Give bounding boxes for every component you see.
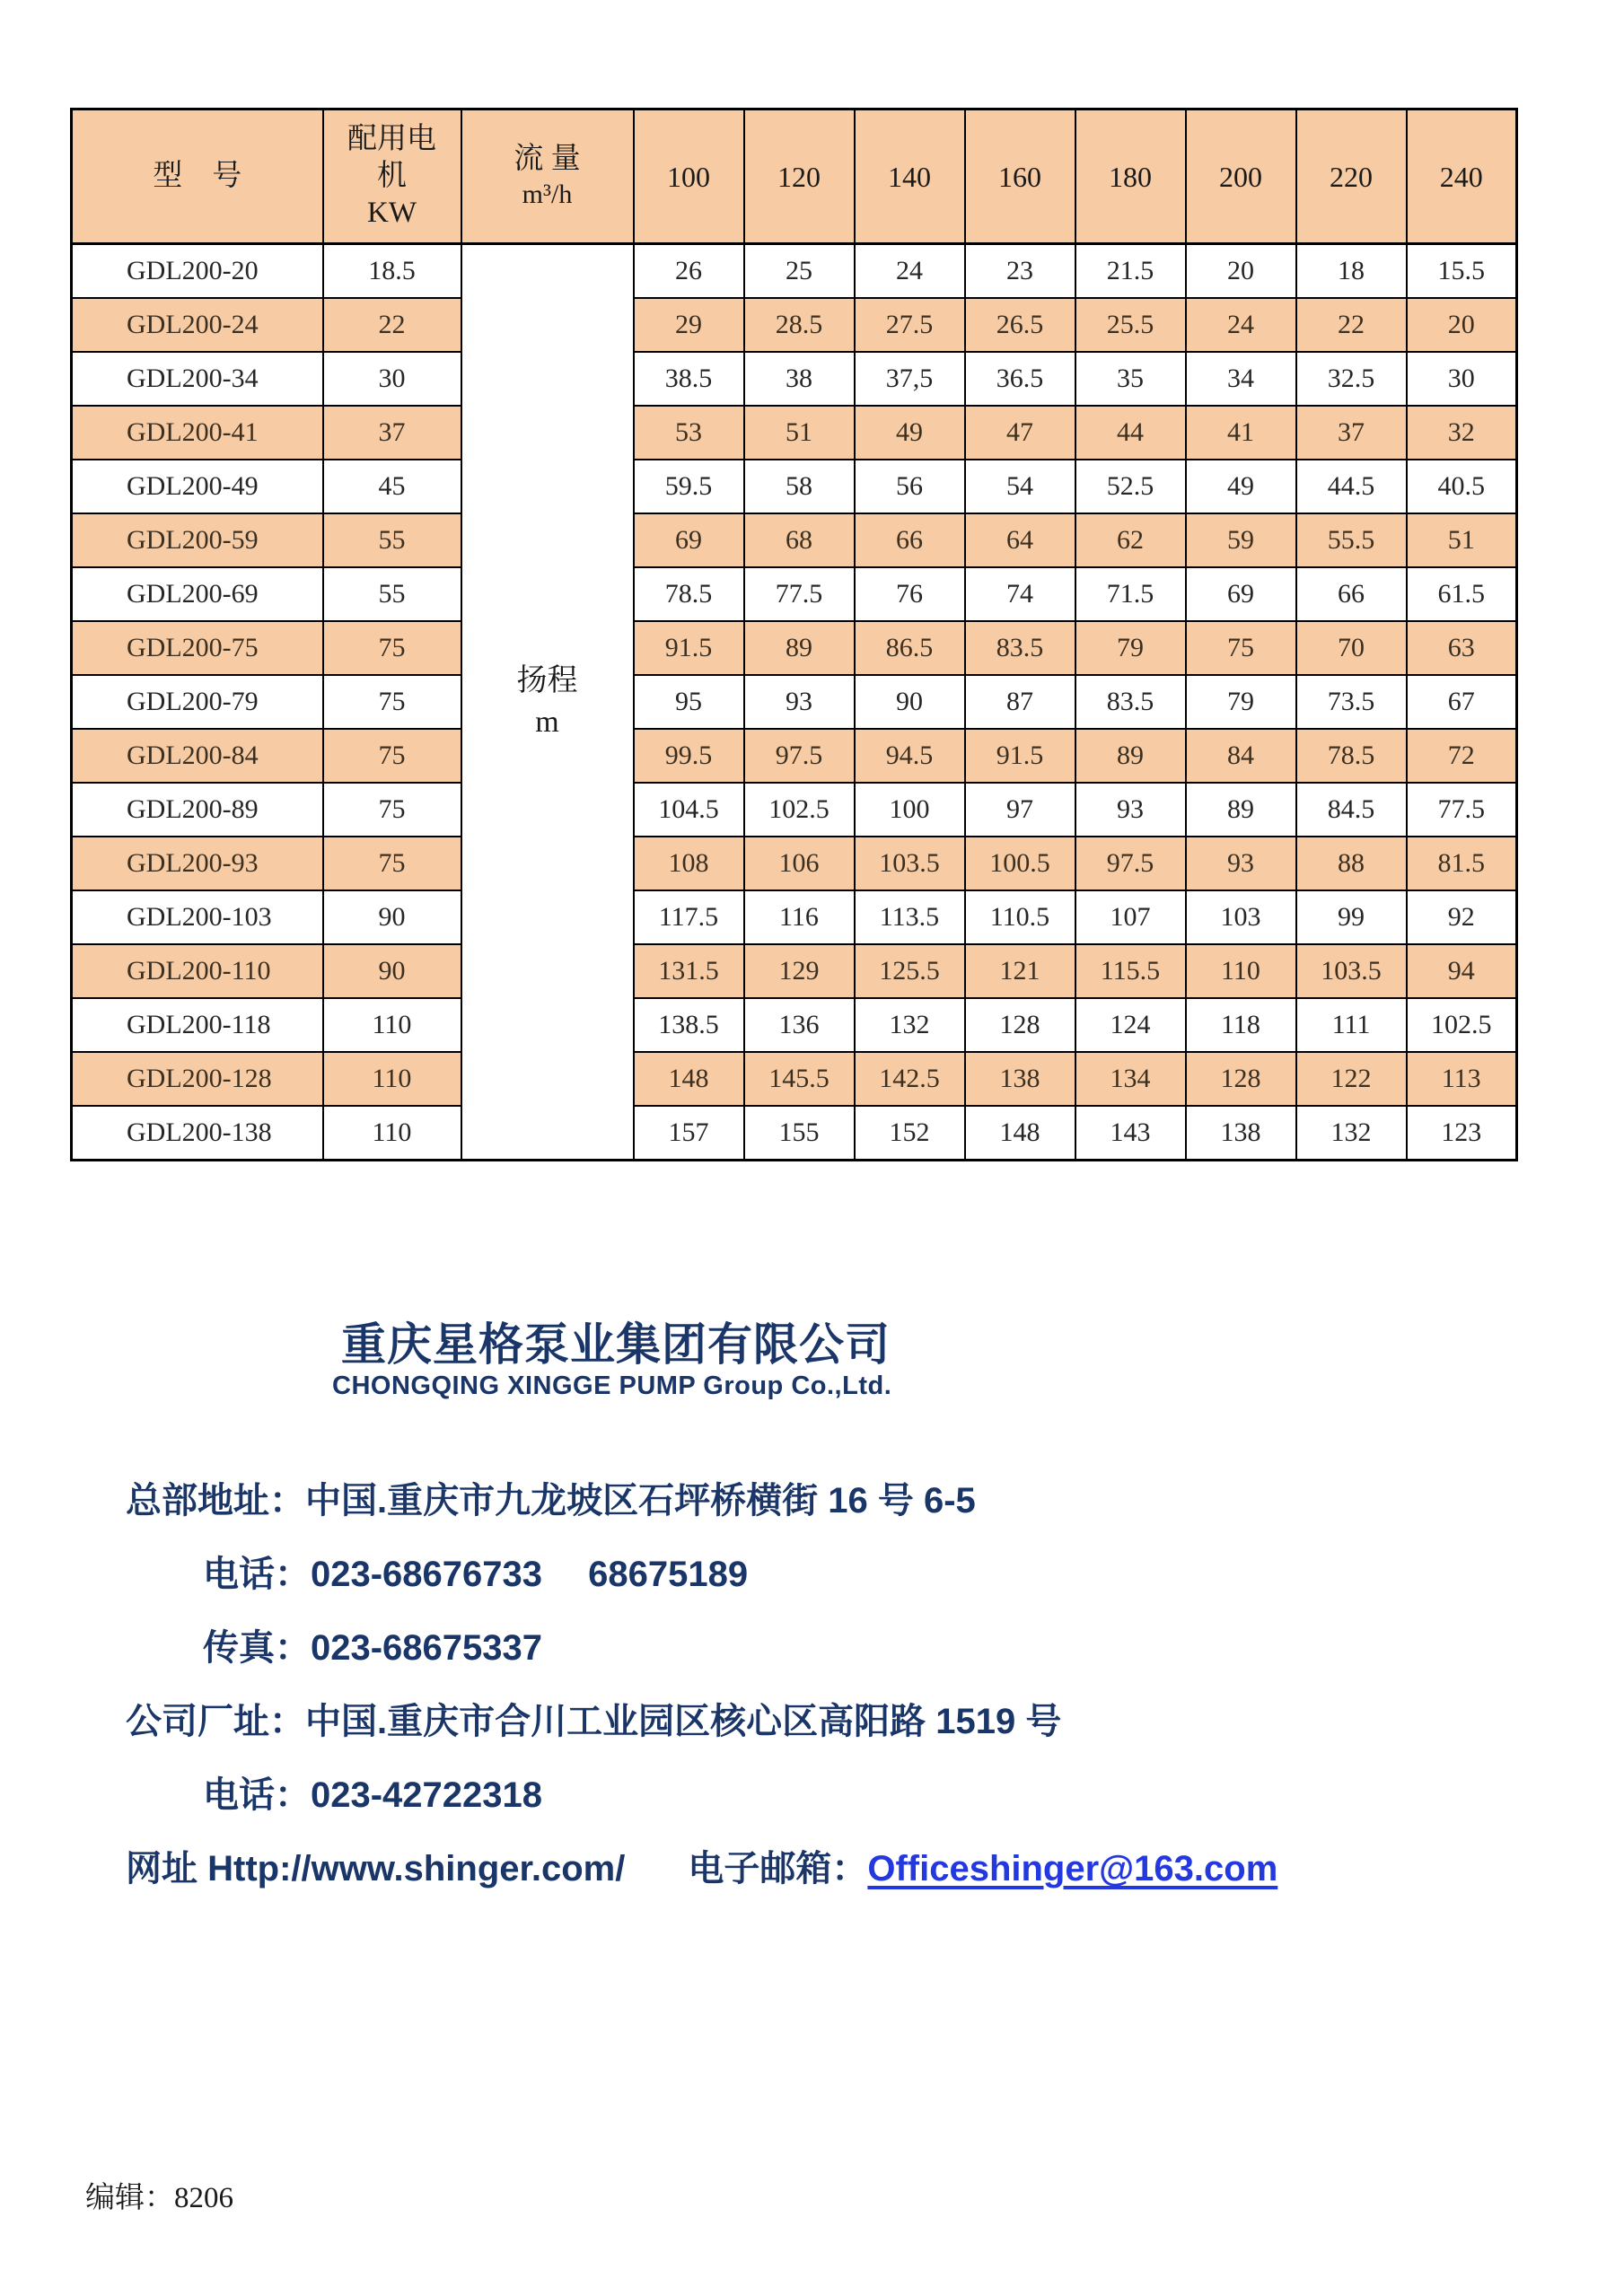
- head-value-cell: 142.5: [855, 1052, 965, 1106]
- head-value-cell: 100: [855, 783, 965, 837]
- fax-label: 传真：: [203, 1628, 311, 1668]
- col-header-flow-220: 220: [1296, 110, 1407, 244]
- head-value-cell: 32.5: [1296, 352, 1407, 406]
- head-value-cell: 62: [1075, 513, 1186, 567]
- hq-phone-value: 023-68676733 68675189: [311, 1555, 749, 1594]
- model-cell: GDL200-59: [72, 513, 323, 567]
- table-row: [72, 890, 1517, 944]
- motor-kw-cell: 110: [323, 1052, 461, 1106]
- model-cell: GDL200-20: [72, 244, 323, 299]
- head-value-cell: 88: [1296, 837, 1407, 890]
- model-cell: GDL200-110: [72, 944, 323, 998]
- table-row: [72, 675, 1517, 729]
- head-value-cell: 94.5: [855, 729, 965, 783]
- motor-kw-cell: 18.5: [323, 244, 461, 299]
- col-header-flow-200: 200: [1186, 110, 1296, 244]
- col-header-flow-160: 160: [965, 110, 1075, 244]
- head-value-cell: 94: [1407, 944, 1517, 998]
- table-row: [72, 460, 1517, 513]
- head-value-cell: 78.5: [634, 567, 744, 621]
- model-cell: GDL200-93: [72, 837, 323, 890]
- head-value-cell: 21.5: [1075, 244, 1186, 299]
- head-value-cell: 113: [1407, 1052, 1517, 1106]
- motor-kw-cell: 75: [323, 837, 461, 890]
- head-value-cell: 107: [1075, 890, 1186, 944]
- company-name-chinese: 重庆星格泵业集团有限公司: [341, 1319, 891, 1370]
- pump-table-body: [72, 244, 1517, 1161]
- head-value-cell: 138.5: [634, 998, 744, 1052]
- col-header-flow-240: 240: [1407, 110, 1517, 244]
- motor-kw-cell: 37: [323, 406, 461, 460]
- head-value-cell: 37: [1296, 406, 1407, 460]
- model-cell: GDL200-84: [72, 729, 323, 783]
- fax-value: 023-68675337: [311, 1628, 543, 1668]
- head-value-cell: 148: [965, 1106, 1075, 1161]
- factory-phone-value: 023-42722318: [311, 1775, 543, 1815]
- col-header-model: 型 号: [72, 110, 323, 244]
- head-value-cell: 38: [744, 352, 855, 406]
- table-row: [72, 406, 1517, 460]
- head-value-cell: 113.5: [855, 890, 965, 944]
- head-value-cell: 49: [1186, 460, 1296, 513]
- head-value-cell: 58: [744, 460, 855, 513]
- head-value-cell: 100.5: [965, 837, 1075, 890]
- head-value-cell: 106: [744, 837, 855, 890]
- head-value-cell: 20: [1186, 244, 1296, 299]
- head-value-cell: 128: [1186, 1052, 1296, 1106]
- head-value-cell: 117.5: [634, 890, 744, 944]
- head-value-cell: 56: [855, 460, 965, 513]
- head-value-cell: 66: [1296, 567, 1407, 621]
- company-name-english: CHONGQING XINGGE PUMP Group Co.,Ltd.: [332, 1371, 892, 1400]
- head-value-cell: 116: [744, 890, 855, 944]
- head-value-cell: 102.5: [1407, 998, 1517, 1052]
- head-value-cell: 91.5: [634, 621, 744, 675]
- model-cell: GDL200-138: [72, 1106, 323, 1161]
- head-value-cell: 35: [1075, 352, 1186, 406]
- model-cell: GDL200-24: [72, 298, 323, 352]
- model-cell: GDL200-89: [72, 783, 323, 837]
- model-cell: GDL200-41: [72, 406, 323, 460]
- head-value-cell: 97.5: [1075, 837, 1186, 890]
- head-value-cell: 152: [855, 1106, 965, 1161]
- head-value-cell: 68: [744, 513, 855, 567]
- head-value-cell: 30: [1407, 352, 1517, 406]
- motor-kw-cell: 55: [323, 513, 461, 567]
- model-cell: GDL200-79: [72, 675, 323, 729]
- head-value-cell: 123: [1407, 1106, 1517, 1161]
- head-value-cell: 28.5: [744, 298, 855, 352]
- col-header-motor: [323, 110, 461, 244]
- head-value-cell: 84.5: [1296, 783, 1407, 837]
- head-value-cell: 132: [855, 998, 965, 1052]
- flow-header-unit: m³/h: [522, 180, 573, 210]
- table-row: [72, 944, 1517, 998]
- table-row: [72, 1052, 1517, 1106]
- head-value-cell: 131.5: [634, 944, 744, 998]
- motor-kw-cell: 75: [323, 783, 461, 837]
- table-row: [72, 567, 1517, 621]
- head-meters-merged-cell: 扬程 m: [461, 244, 634, 1161]
- factory-address-line: [126, 1700, 1061, 1743]
- head-value-cell: 93: [744, 675, 855, 729]
- model-cell: GDL200-75: [72, 621, 323, 675]
- email-link[interactable]: Officeshinger@163.com: [867, 1849, 1278, 1889]
- hq-address-value: 中国.重庆市九龙坡区石坪桥横街 16 号 6-5: [305, 1481, 976, 1520]
- table-row: [72, 352, 1517, 406]
- head-value-cell: 79: [1186, 675, 1296, 729]
- head-value-cell: 103.5: [855, 837, 965, 890]
- head-value-cell: 36.5: [965, 352, 1075, 406]
- head-value-cell: 44: [1075, 406, 1186, 460]
- head-value-cell: 15.5: [1407, 244, 1517, 299]
- head-value-cell: 51: [744, 406, 855, 460]
- factory-address-value: 中国.重庆市合川工业园区核心区高阳路 1519 号: [305, 1702, 1062, 1741]
- head-value-cell: 64: [965, 513, 1075, 567]
- table-row: [72, 998, 1517, 1052]
- head-value-cell: 99.5: [634, 729, 744, 783]
- head-value-cell: 115.5: [1075, 944, 1186, 998]
- head-value-cell: 89: [1075, 729, 1186, 783]
- head-value-cell: 23: [965, 244, 1075, 299]
- head-value-cell: 157: [634, 1106, 744, 1161]
- model-cell: GDL200-34: [72, 352, 323, 406]
- motor-kw-cell: 55: [323, 567, 461, 621]
- head-value-cell: 110.5: [965, 890, 1075, 944]
- head-value-cell: 108: [634, 837, 744, 890]
- head-value-cell: 83.5: [1075, 675, 1186, 729]
- head-value-cell: 69: [634, 513, 744, 567]
- website-url: Http://www.shinger.com/: [207, 1849, 626, 1889]
- table-row: [72, 729, 1517, 783]
- head-value-cell: 37,5: [855, 352, 965, 406]
- head-value-cell: 77.5: [744, 567, 855, 621]
- model-cell: GDL200-103: [72, 890, 323, 944]
- head-value-cell: 53: [634, 406, 744, 460]
- head-value-cell: 79: [1075, 621, 1186, 675]
- pump-spec-table: [70, 108, 1518, 1161]
- head-value-cell: 61.5: [1407, 567, 1517, 621]
- head-value-cell: 125.5: [855, 944, 965, 998]
- head-value-cell: 72: [1407, 729, 1517, 783]
- head-value-cell: 99: [1296, 890, 1407, 944]
- head-value-cell: 26: [634, 244, 744, 299]
- head-value-cell: 134: [1075, 1052, 1186, 1106]
- head-value-cell: 75: [1186, 621, 1296, 675]
- editor-note: 编辑：8206: [85, 2182, 233, 2214]
- head-value-cell: 18: [1296, 244, 1407, 299]
- head-value-cell: 29: [634, 298, 744, 352]
- head-value-cell: 89: [1186, 783, 1296, 837]
- motor-kw-cell: 90: [323, 944, 461, 998]
- head-value-cell: 155: [744, 1106, 855, 1161]
- head-value-cell: 70: [1296, 621, 1407, 675]
- head-value-cell: 129: [744, 944, 855, 998]
- head-value-cell: 71.5: [1075, 567, 1186, 621]
- factory-phone-label: 电话：: [203, 1775, 311, 1815]
- head-value-cell: 97: [965, 783, 1075, 837]
- table-row: [72, 244, 1517, 299]
- table-row: [72, 1106, 1517, 1161]
- head-value-cell: 102.5: [744, 783, 855, 837]
- head-value-cell: 78.5: [1296, 729, 1407, 783]
- head-value-cell: 110: [1186, 944, 1296, 998]
- head-value-cell: 22: [1296, 298, 1407, 352]
- head-value-cell: 124: [1075, 998, 1186, 1052]
- motor-kw-cell: 90: [323, 890, 461, 944]
- head-value-cell: 25.5: [1075, 298, 1186, 352]
- hq-phone-line: [203, 1553, 748, 1596]
- head-value-cell: 81.5: [1407, 837, 1517, 890]
- factory-address-label: 公司厂址：: [126, 1702, 305, 1741]
- head-value-cell: 49: [855, 406, 965, 460]
- head-value-cell: 145.5: [744, 1052, 855, 1106]
- motor-kw-cell: 22: [323, 298, 461, 352]
- head-value-cell: 59.5: [634, 460, 744, 513]
- col-header-flow-120: 120: [744, 110, 855, 244]
- head-value-cell: 76: [855, 567, 965, 621]
- motor-kw-cell: 110: [323, 1106, 461, 1161]
- head-value-cell: 118: [1186, 998, 1296, 1052]
- head-value-cell: 103.5: [1296, 944, 1407, 998]
- head-value-cell: 132: [1296, 1106, 1407, 1161]
- col-header-flow-140: 140: [855, 110, 965, 244]
- hq-address-label: 总部地址：: [126, 1481, 305, 1520]
- fax-line: [203, 1626, 542, 1669]
- table-row: [72, 513, 1517, 567]
- hq-address-line: [126, 1479, 976, 1522]
- table-row: [72, 783, 1517, 837]
- head-value-cell: 54: [965, 460, 1075, 513]
- factory-phone-line: [203, 1774, 542, 1817]
- email-label: 电子邮箱：: [688, 1849, 868, 1889]
- motor-header-line2: 机: [377, 159, 407, 192]
- head-value-cell: 38.5: [634, 352, 744, 406]
- web-email-line: [126, 1847, 1277, 1890]
- head-value-cell: 47: [965, 406, 1075, 460]
- head-value-cell: 136: [744, 998, 855, 1052]
- motor-kw-cell: 75: [323, 729, 461, 783]
- table-header-row: [72, 110, 1517, 244]
- head-value-cell: 93: [1075, 783, 1186, 837]
- head-value-cell: 24: [1186, 298, 1296, 352]
- head-value-cell: 90: [855, 675, 965, 729]
- head-value-cell: 51: [1407, 513, 1517, 567]
- head-value-cell: 86.5: [855, 621, 965, 675]
- head-value-cell: 32: [1407, 406, 1517, 460]
- motor-kw-cell: 30: [323, 352, 461, 406]
- head-value-cell: 27.5: [855, 298, 965, 352]
- head-value-cell: 83.5: [965, 621, 1075, 675]
- table-row: [72, 621, 1517, 675]
- head-value-cell: 44.5: [1296, 460, 1407, 513]
- table-row: [72, 298, 1517, 352]
- col-header-flow-100: 100: [634, 110, 744, 244]
- model-cell: GDL200-128: [72, 1052, 323, 1106]
- head-value-cell: 59: [1186, 513, 1296, 567]
- head-value-cell: 97.5: [744, 729, 855, 783]
- col-header-flow: [461, 110, 634, 244]
- head-value-cell: 128: [965, 998, 1075, 1052]
- head-value-cell: 84: [1186, 729, 1296, 783]
- head-value-cell: 63: [1407, 621, 1517, 675]
- head-value-cell: 104.5: [634, 783, 744, 837]
- head-value-cell: 34: [1186, 352, 1296, 406]
- head-value-cell: 40.5: [1407, 460, 1517, 513]
- head-value-cell: 69: [1186, 567, 1296, 621]
- head-value-cell: 89: [744, 621, 855, 675]
- head-value-cell: 148: [634, 1052, 744, 1106]
- motor-kw-cell: 75: [323, 621, 461, 675]
- motor-header-line1: 配用电: [347, 122, 436, 155]
- head-value-cell: 67: [1407, 675, 1517, 729]
- table-row: [72, 837, 1517, 890]
- motor-kw-cell: 45: [323, 460, 461, 513]
- head-value-cell: 41: [1186, 406, 1296, 460]
- head-value-cell: 111: [1296, 998, 1407, 1052]
- model-cell: GDL200-69: [72, 567, 323, 621]
- head-value-cell: 26.5: [965, 298, 1075, 352]
- website-label: 网址: [126, 1849, 208, 1889]
- head-value-cell: 138: [965, 1052, 1075, 1106]
- head-value-cell: 25: [744, 244, 855, 299]
- head-value-cell: 74: [965, 567, 1075, 621]
- model-cell: GDL200-118: [72, 998, 323, 1052]
- col-header-flow-180: 180: [1075, 110, 1186, 244]
- motor-kw-cell: 110: [323, 998, 461, 1052]
- head-value-cell: 138: [1186, 1106, 1296, 1161]
- hq-phone-label: 电话：: [203, 1555, 311, 1594]
- head-value-cell: 103: [1186, 890, 1296, 944]
- head-value-cell: 95: [634, 675, 744, 729]
- head-value-cell: 77.5: [1407, 783, 1517, 837]
- head-value-cell: 92: [1407, 890, 1517, 944]
- flow-header-label: 流 量: [514, 143, 581, 176]
- head-value-cell: 91.5: [965, 729, 1075, 783]
- head-value-cell: 66: [855, 513, 965, 567]
- head-value-cell: 55.5: [1296, 513, 1407, 567]
- head-value-cell: 143: [1075, 1106, 1186, 1161]
- head-value-cell: 93: [1186, 837, 1296, 890]
- head-value-cell: 87: [965, 675, 1075, 729]
- head-value-cell: 122: [1296, 1052, 1407, 1106]
- head-value-cell: 20: [1407, 298, 1517, 352]
- head-value-cell: 73.5: [1296, 675, 1407, 729]
- motor-kw-cell: 75: [323, 675, 461, 729]
- model-cell: GDL200-49: [72, 460, 323, 513]
- head-value-cell: 52.5: [1075, 460, 1186, 513]
- head-value-cell: 24: [855, 244, 965, 299]
- head-value-cell: 121: [965, 944, 1075, 998]
- motor-header-unit: KW: [367, 197, 417, 230]
